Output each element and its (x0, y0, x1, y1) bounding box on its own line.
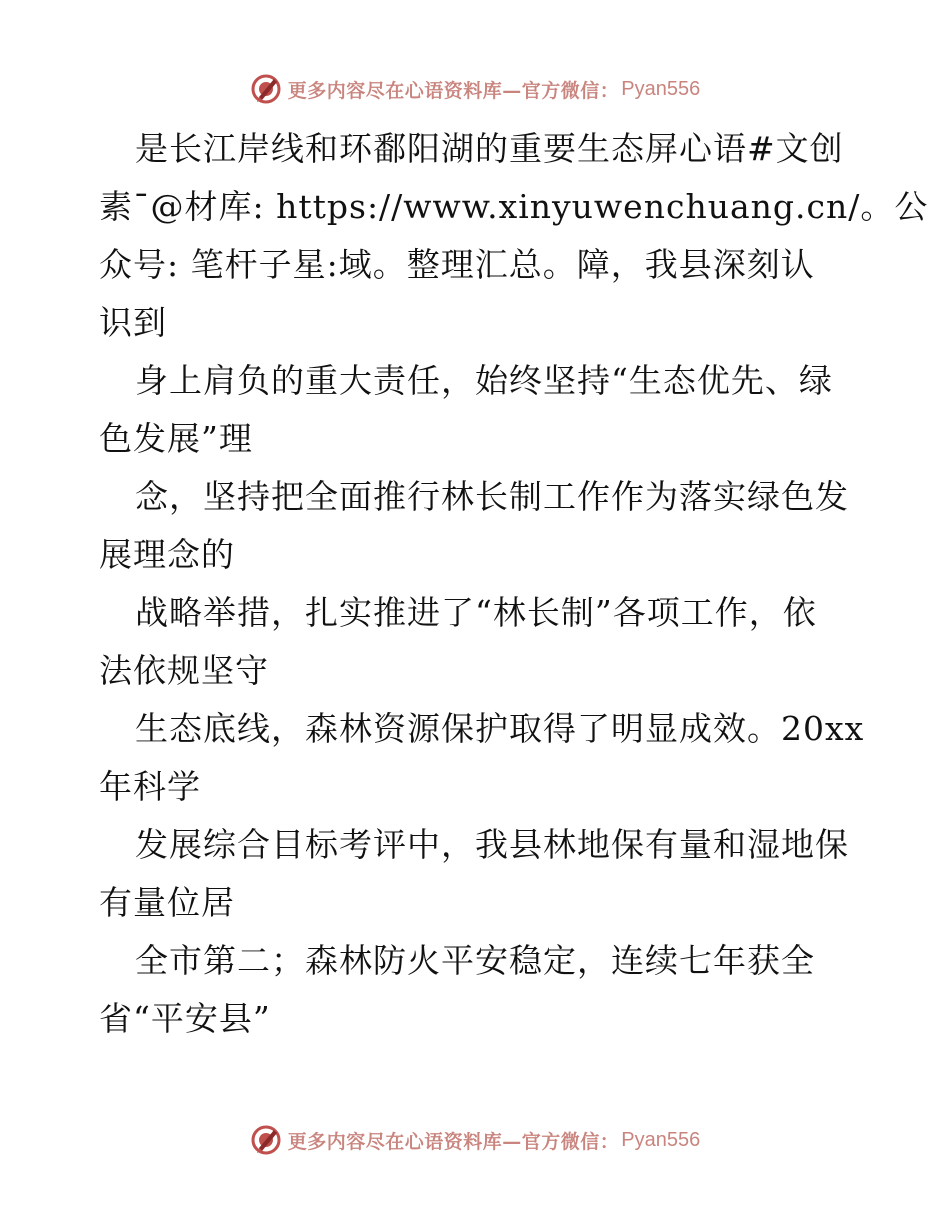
header-watermark (0, 72, 950, 106)
text-line: 有量位居 (99, 883, 235, 922)
text-line: 法依规坚守 (99, 651, 269, 690)
text-line: 战略举措，扎实推进了“林长制”各项工作，依 (135, 593, 817, 632)
text-line: 全市第二；森林防火平安稳定，连续七年获全 (135, 941, 815, 980)
watermark-text: 更多内容尽在心语资料库—官方微信： (287, 79, 620, 102)
watermark-id: Pyan556 (621, 77, 701, 100)
document-body (99, 120, 929, 1048)
pen-logo-icon (250, 1124, 282, 1156)
watermark-text: 更多内容尽在心语资料库—官方微信： (287, 1130, 620, 1153)
text-line: 年科学 (99, 767, 201, 806)
text-line: 发展综合目标考评中，我县林地保有量和湿地保 (135, 825, 849, 864)
watermark-id: Pyan556 (621, 1128, 701, 1151)
text-line: 展理念的 (99, 535, 235, 574)
text-line: 念，坚持把全面推行林长制工作作为落实绿色发 (135, 477, 849, 516)
footer-watermark (0, 1123, 950, 1157)
text-line: 是长江岸线和环鄱阳湖的重要生态屏心语#文创 (135, 129, 844, 168)
text-line: 色发展”理 (99, 419, 253, 458)
text-line: 省“平安县” (99, 999, 271, 1038)
text-line: 素¯@材库: https://www.xinyuwenchuang.cn/。公 (99, 187, 929, 226)
text-line: 识到 (99, 303, 167, 342)
text-line: 众号: 笔杆子星:域。整理汇总。障，我县深刻认 (99, 245, 815, 284)
text-line: 身上肩负的重大责任，始终坚持“生态优先、绿 (135, 361, 833, 400)
pen-logo-icon (250, 73, 282, 105)
text-line: 生态底线，森林资源保护取得了明显成效。20xx (135, 709, 865, 748)
